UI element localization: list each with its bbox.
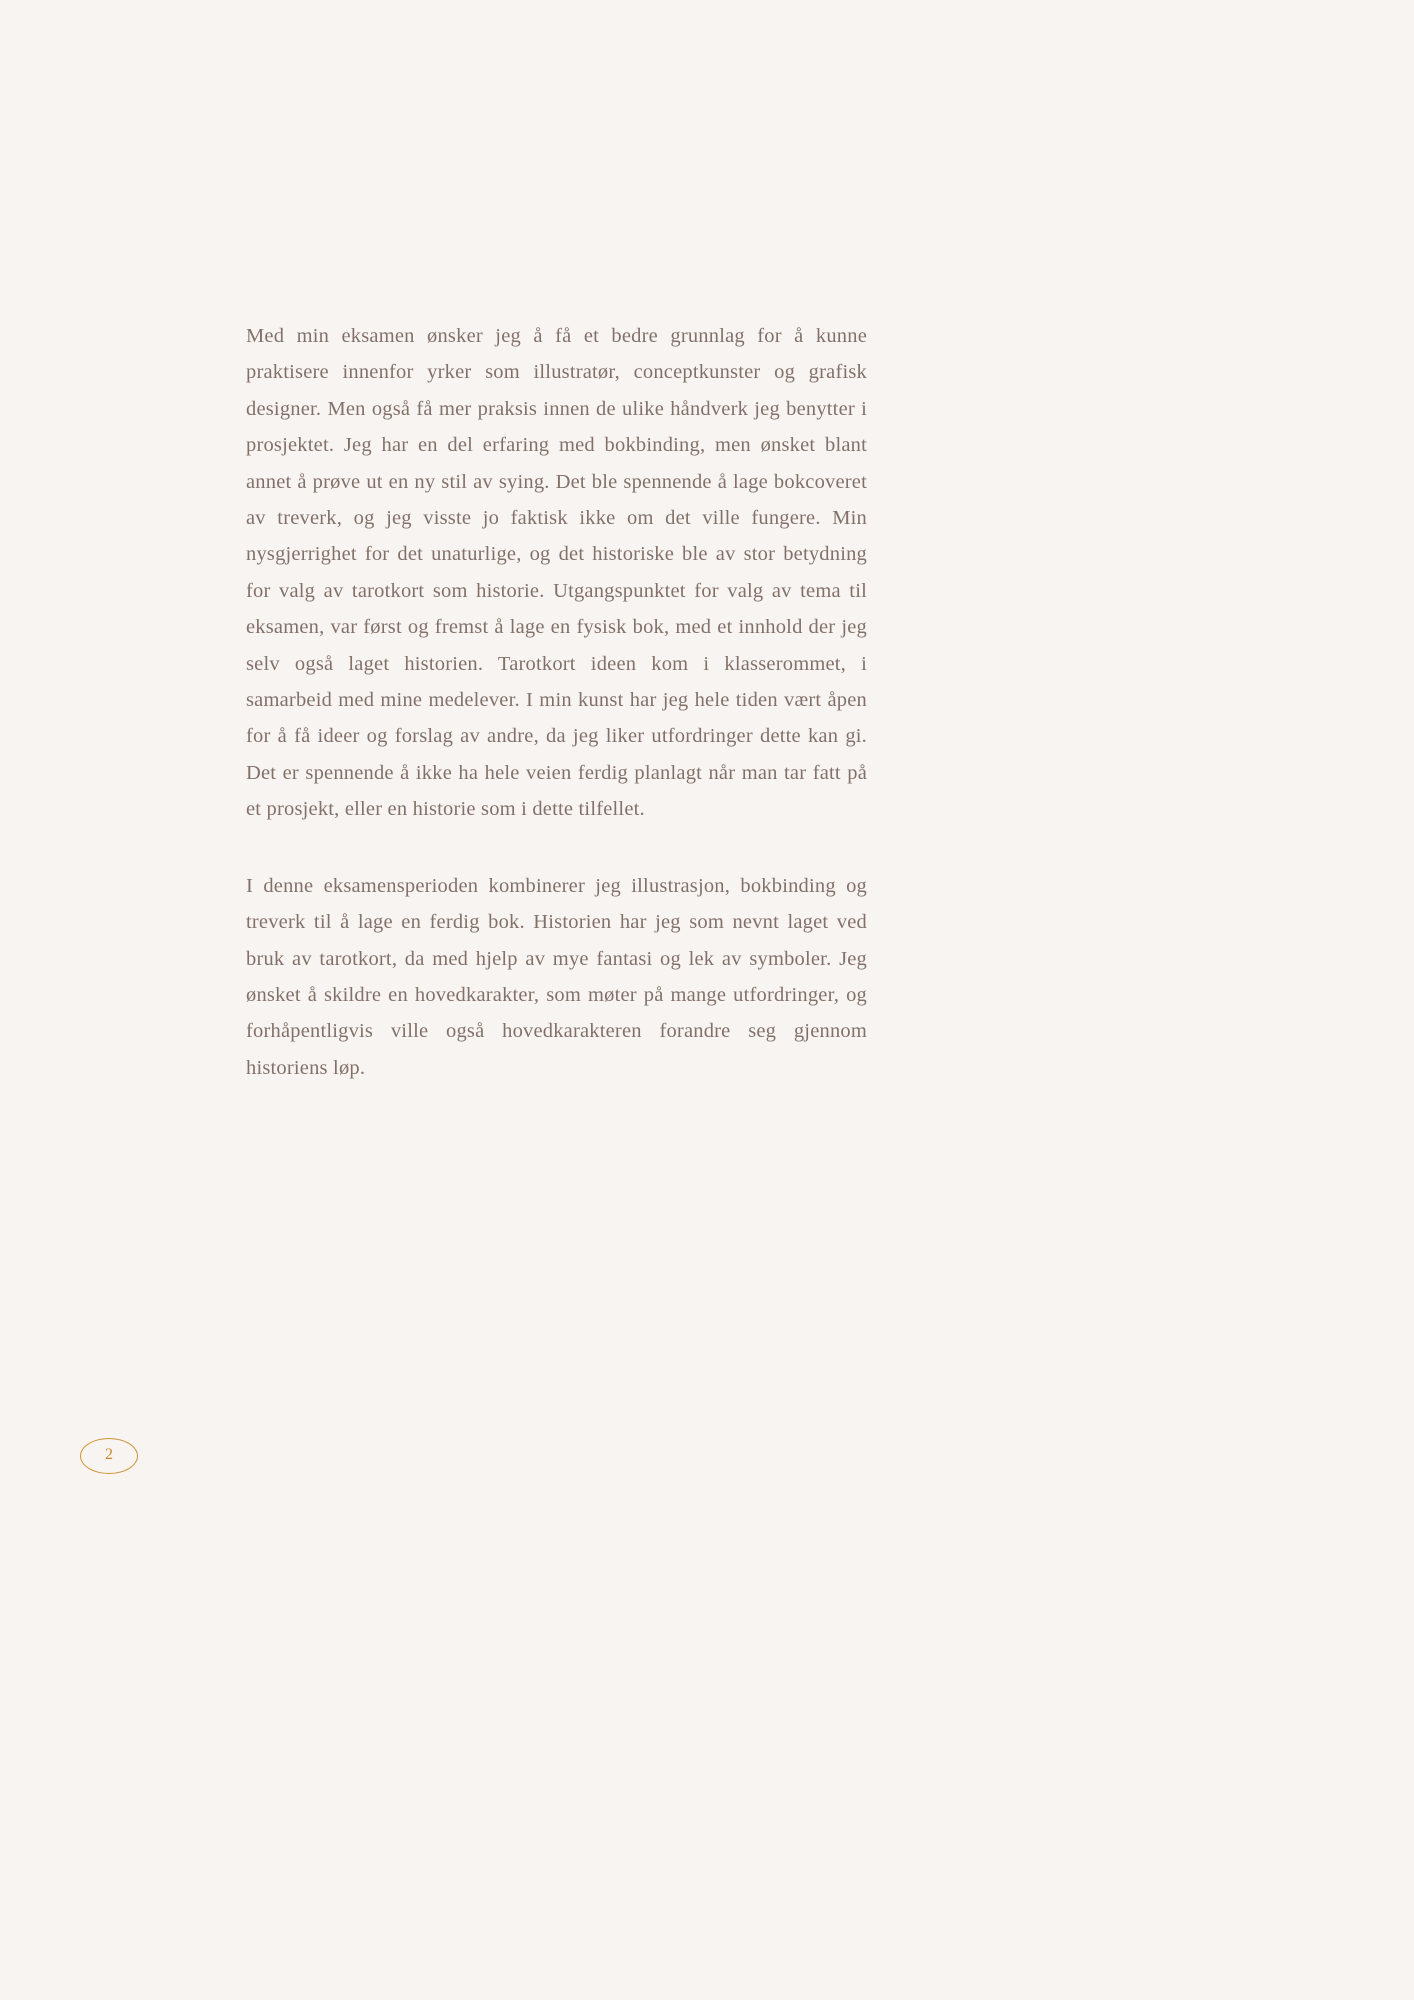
page-number: 2 [105, 1446, 113, 1463]
page-number-badge [80, 1438, 138, 1474]
page-footer [80, 1438, 138, 1474]
paragraph-2: I denne eksamensperioden kombinerer jeg illustrasjon, bokbinding og treverk til å lage en ferdig bok. Historien har jeg som nevnt laget ved bruk av tarotkort, da med hjelp av mye fantasi og lek av symboler. Jeg ønsket å skildre en hovedkarakter, som møter på mange utfordringer, og forhåpentligvis ville også hovedkarakteren forandre seg gjennom historiens løp. [246, 874, 867, 1079]
body-text [246, 318, 867, 1126]
paragraph-1: Med min eksamen ønsker jeg å få et bedre grunnlag for å kunne praktisere innenfor yrker som illustratør, conceptkunster og grafisk designer. Men også få mer praksis innen de ulike håndverk jeg benytter i prosjektet. Jeg har en del erfaring med bokbinding, men ønsket blant annet å prøve ut en ny stil av sying. Det ble spennende å lage bokcoveret av treverk, og jeg visste jo faktisk ikke om det ville fungere. Min nysgjerrighet for det unaturlige, og det historiske ble av stor betydning for valg av tarotkort som historie. Utgangspunktet for valg av tema til eksamen, var først og fremst å lage en fysisk bok, med et innhold der jeg selv også laget historien. Tarotkort ideen kom i klasserommet, i samarbeid med mine medelever. I min kunst har jeg hele tiden vært åpen for å få ideer og forslag av andre, da jeg liker utfordringer dette kan gi. Det er spennende å ikke ha hele veien ferdig planlagt når man tar fatt på et prosjekt, eller en historie som i dette tilfellet. [246, 325, 867, 821]
